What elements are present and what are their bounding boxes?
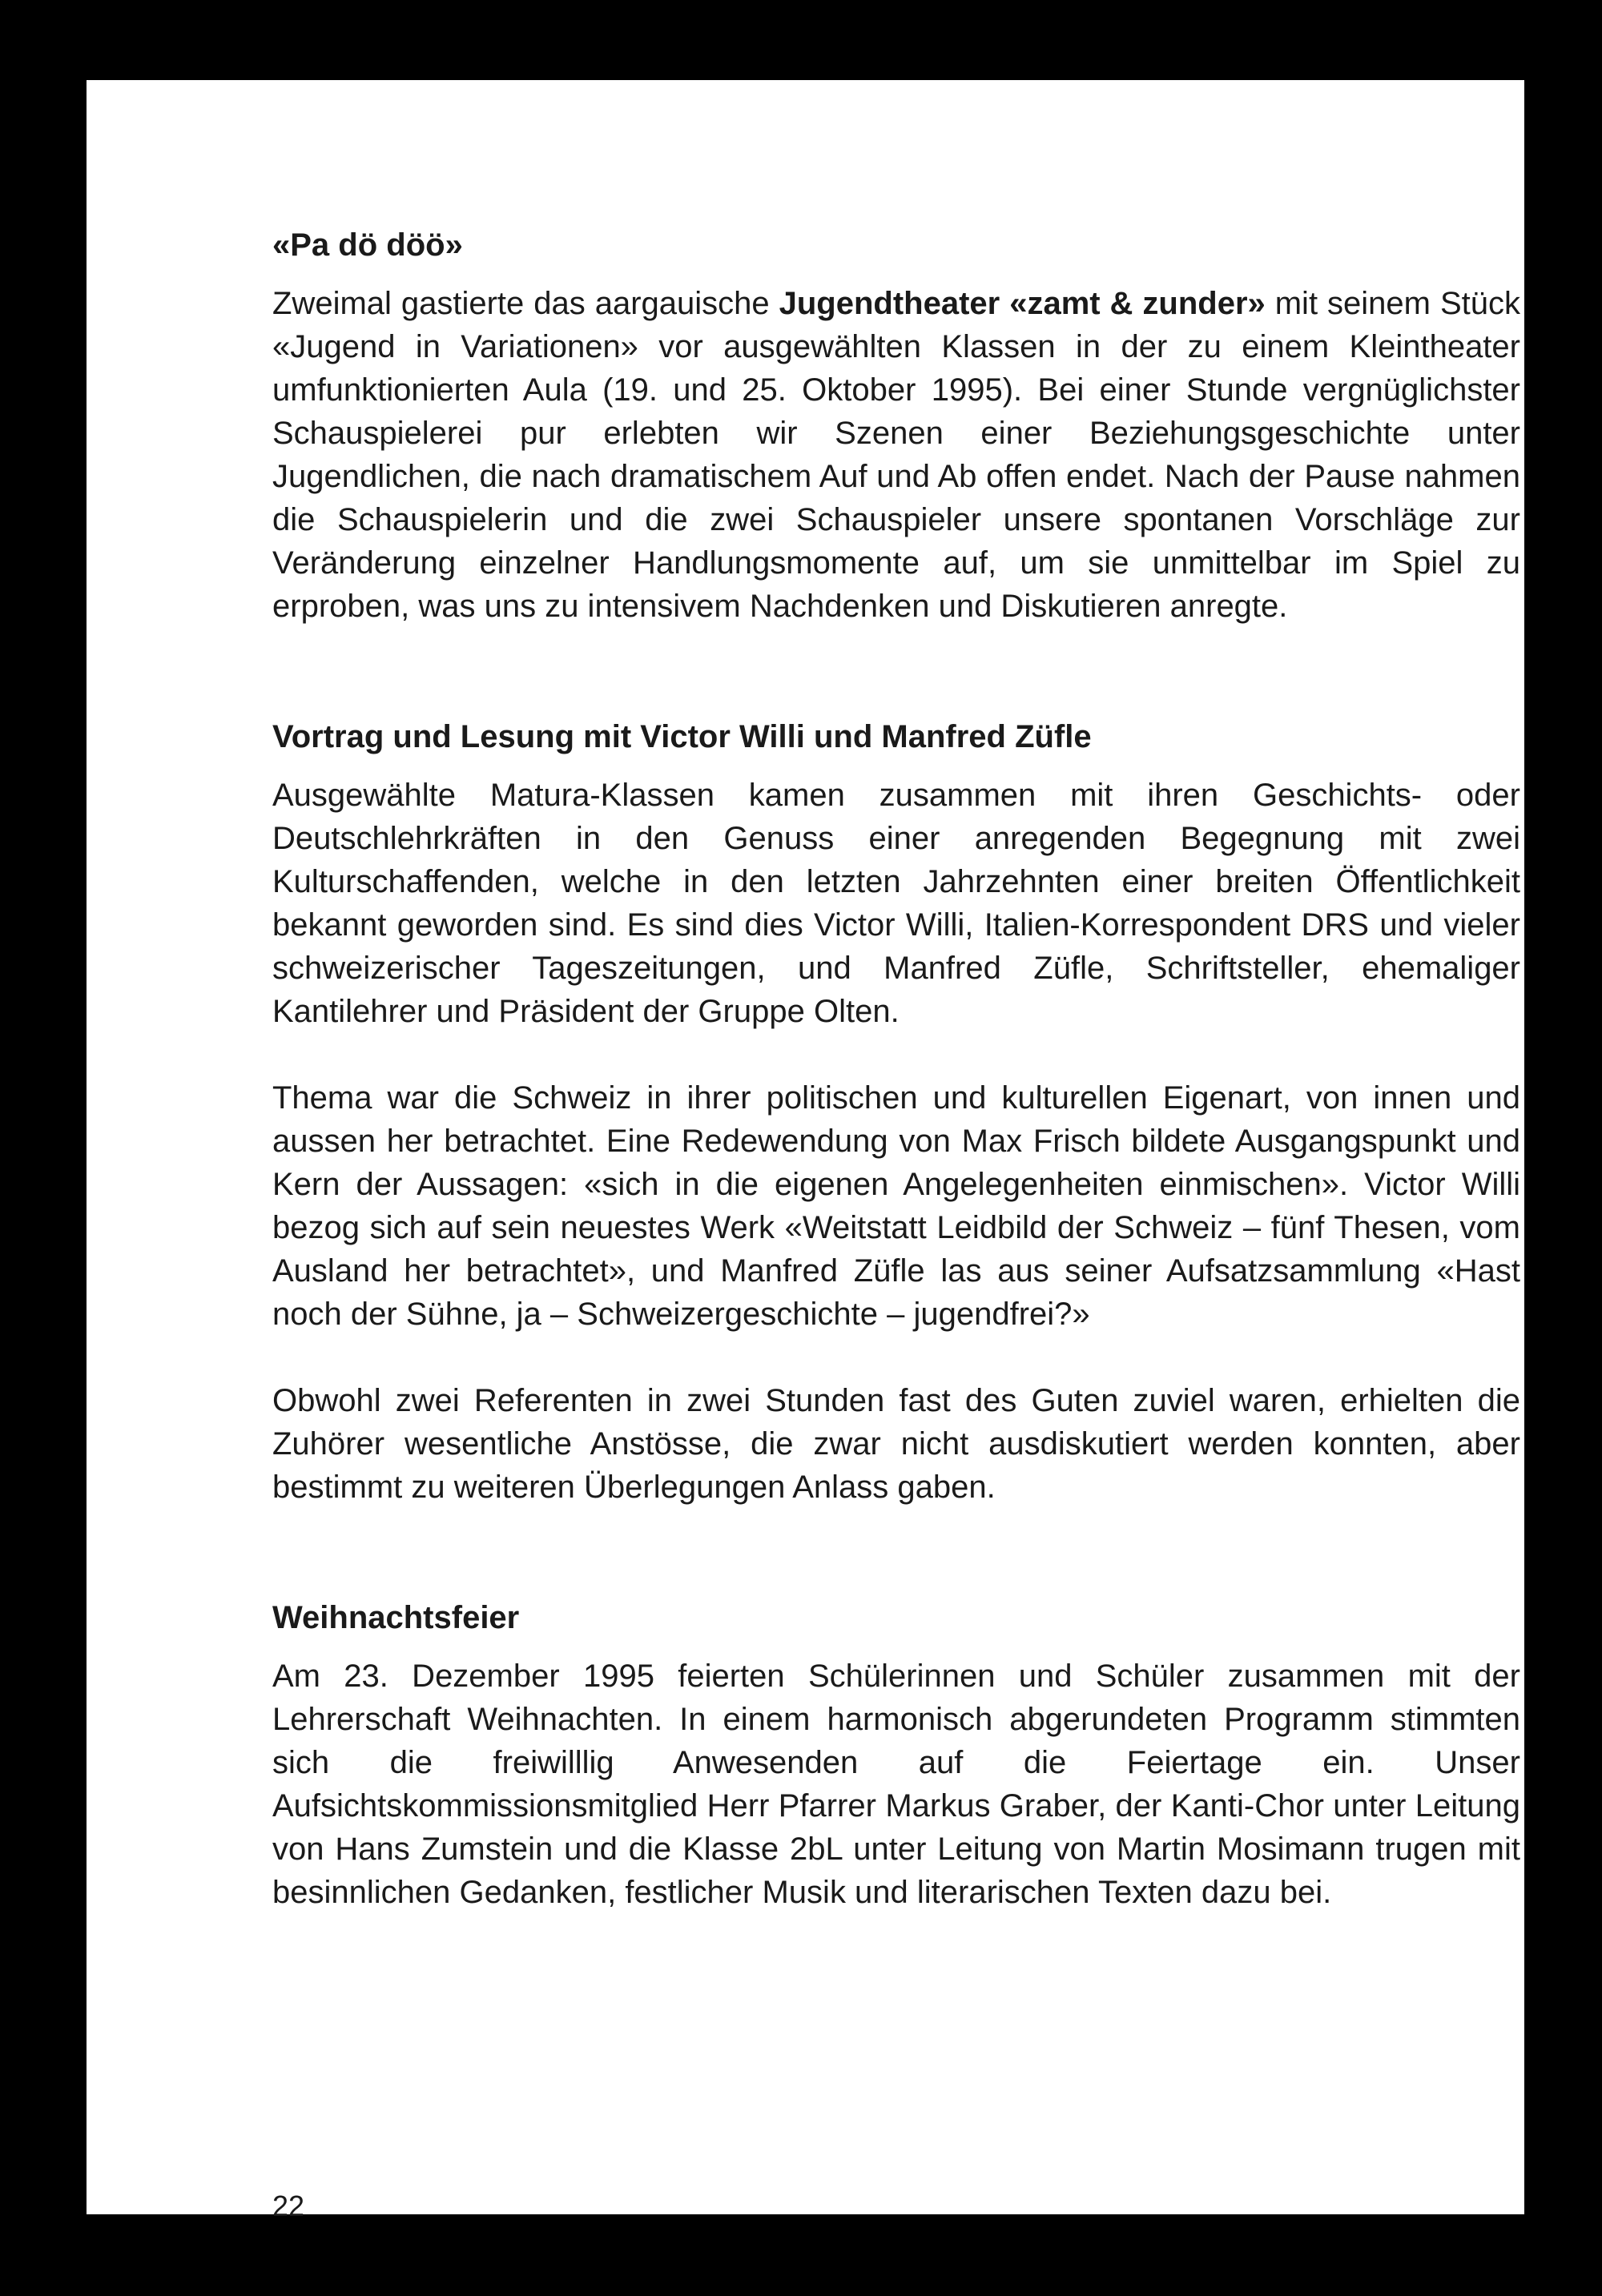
section-vortrag-lesung [272,716,1520,1509]
section-heading: Weihnachtsfeier [272,1600,520,1635]
page-number: 22 [272,2189,305,2222]
section-heading: Vortrag und Lesung mit Victor Willi und Manfred Züfle [272,719,1092,754]
page-content [272,224,1520,1914]
paragraph: Am 23. Dezember 1995 feierten Schülerinnen und Schüler zusammen mit der Lehrerschaft Weihnachten. In einem harmonisch abgerundeten Programm stimmten sich die freiwilllig Anwesenden auf die Feiertage ein. Unser Aufsichtskommissionsmitglied Herr Pfarrer Markus Graber, der Kanti-Chor unter Leitung von Hans Zumstein und die Klasse 2bL unter Leitung von Martin Mosimann trugen mit besinnlichen Gedanken, festlicher Musik und literarischen Texten dazu bei. [272,1659,1520,1910]
paragraph: Thema war die Schweiz in ihrer politischen und kulturellen Eigenart, von innen und aussen her betrachtet. Eine Redewendung von Max Frisch bildete Ausgangspunkt und Kern der Aussagen: «sich in die eigenen Angelegenheiten einmischen». Victor Willi bezog sich auf sein neuestes Werk «Weitstatt Leidbild der Schweiz – fünf Thesen, vom Ausland her betrachtet», und Manfred Züfle las aus seiner Aufsatzsammlung «Hast noch der Sühne, ja – Schweizergeschichte – jugendfrei?» [272,1080,1520,1332]
section-pa-doe-doeoe [272,224,1520,628]
paragraph: Ausgewählte Matura-Klassen kamen zusammen mit ihren Geschichts- oder Deutschlehrkräften in den Genuss einer anregenden Begegnung mit zwei Kulturschaffenden, welche in den letzten Jahrzehnten einer breiten Öffentlichkeit bekannt geworden sind. Es sind dies Victor Willi, Italien-Korrespondent DRS und vieler schweizerischer Tageszeitungen, und Manfred Züfle, Schriftsteller, ehemaliger Kantilehrer und Präsident der Gruppe Olten. [272,778,1520,1029]
theater-name: Jugendtheater «zamt & zunder» [779,286,1266,321]
paragraph-text: Zweimal gastierte das aargauische [272,286,779,321]
paragraph [272,282,1520,628]
document-page [87,80,1524,2222]
paragraph: Obwohl zwei Referenten in zwei Stunden fast des Guten zuviel waren, erhielten die Zuhörer wesentliche Anstösse, die zwar nicht ausdiskutiert werden konnten, aber bestimmt zu weiteren Überlegungen Anlass gaben. [272,1383,1520,1505]
paragraph-text: mit seinem Stück «Jugend in Variationen» vor ausgewählten Klassen in der zu einem Kleintheater umfunktionierten Aula (19. und 25. Oktober 1995). Bei einer Stunde vergnüglichster Schauspielerei pur erlebten wir Szenen einer Beziehungsgeschichte unter Jugendlichen, die nach dramatischem Auf und Ab offen endet. Nach der Pause nahmen die Schauspielerin und die zwei Schauspieler unsere spontanen Vorschläge zur Veränderung einzelner Handlungsmomente auf, um sie unmittelbar im Spiel zu erproben, was uns zu intensivem Nachdenken und Diskutieren anregte. [272,286,1520,624]
section-weihnachtsfeier [272,1597,1520,1914]
section-heading: «Pa dö döö» [272,227,463,263]
